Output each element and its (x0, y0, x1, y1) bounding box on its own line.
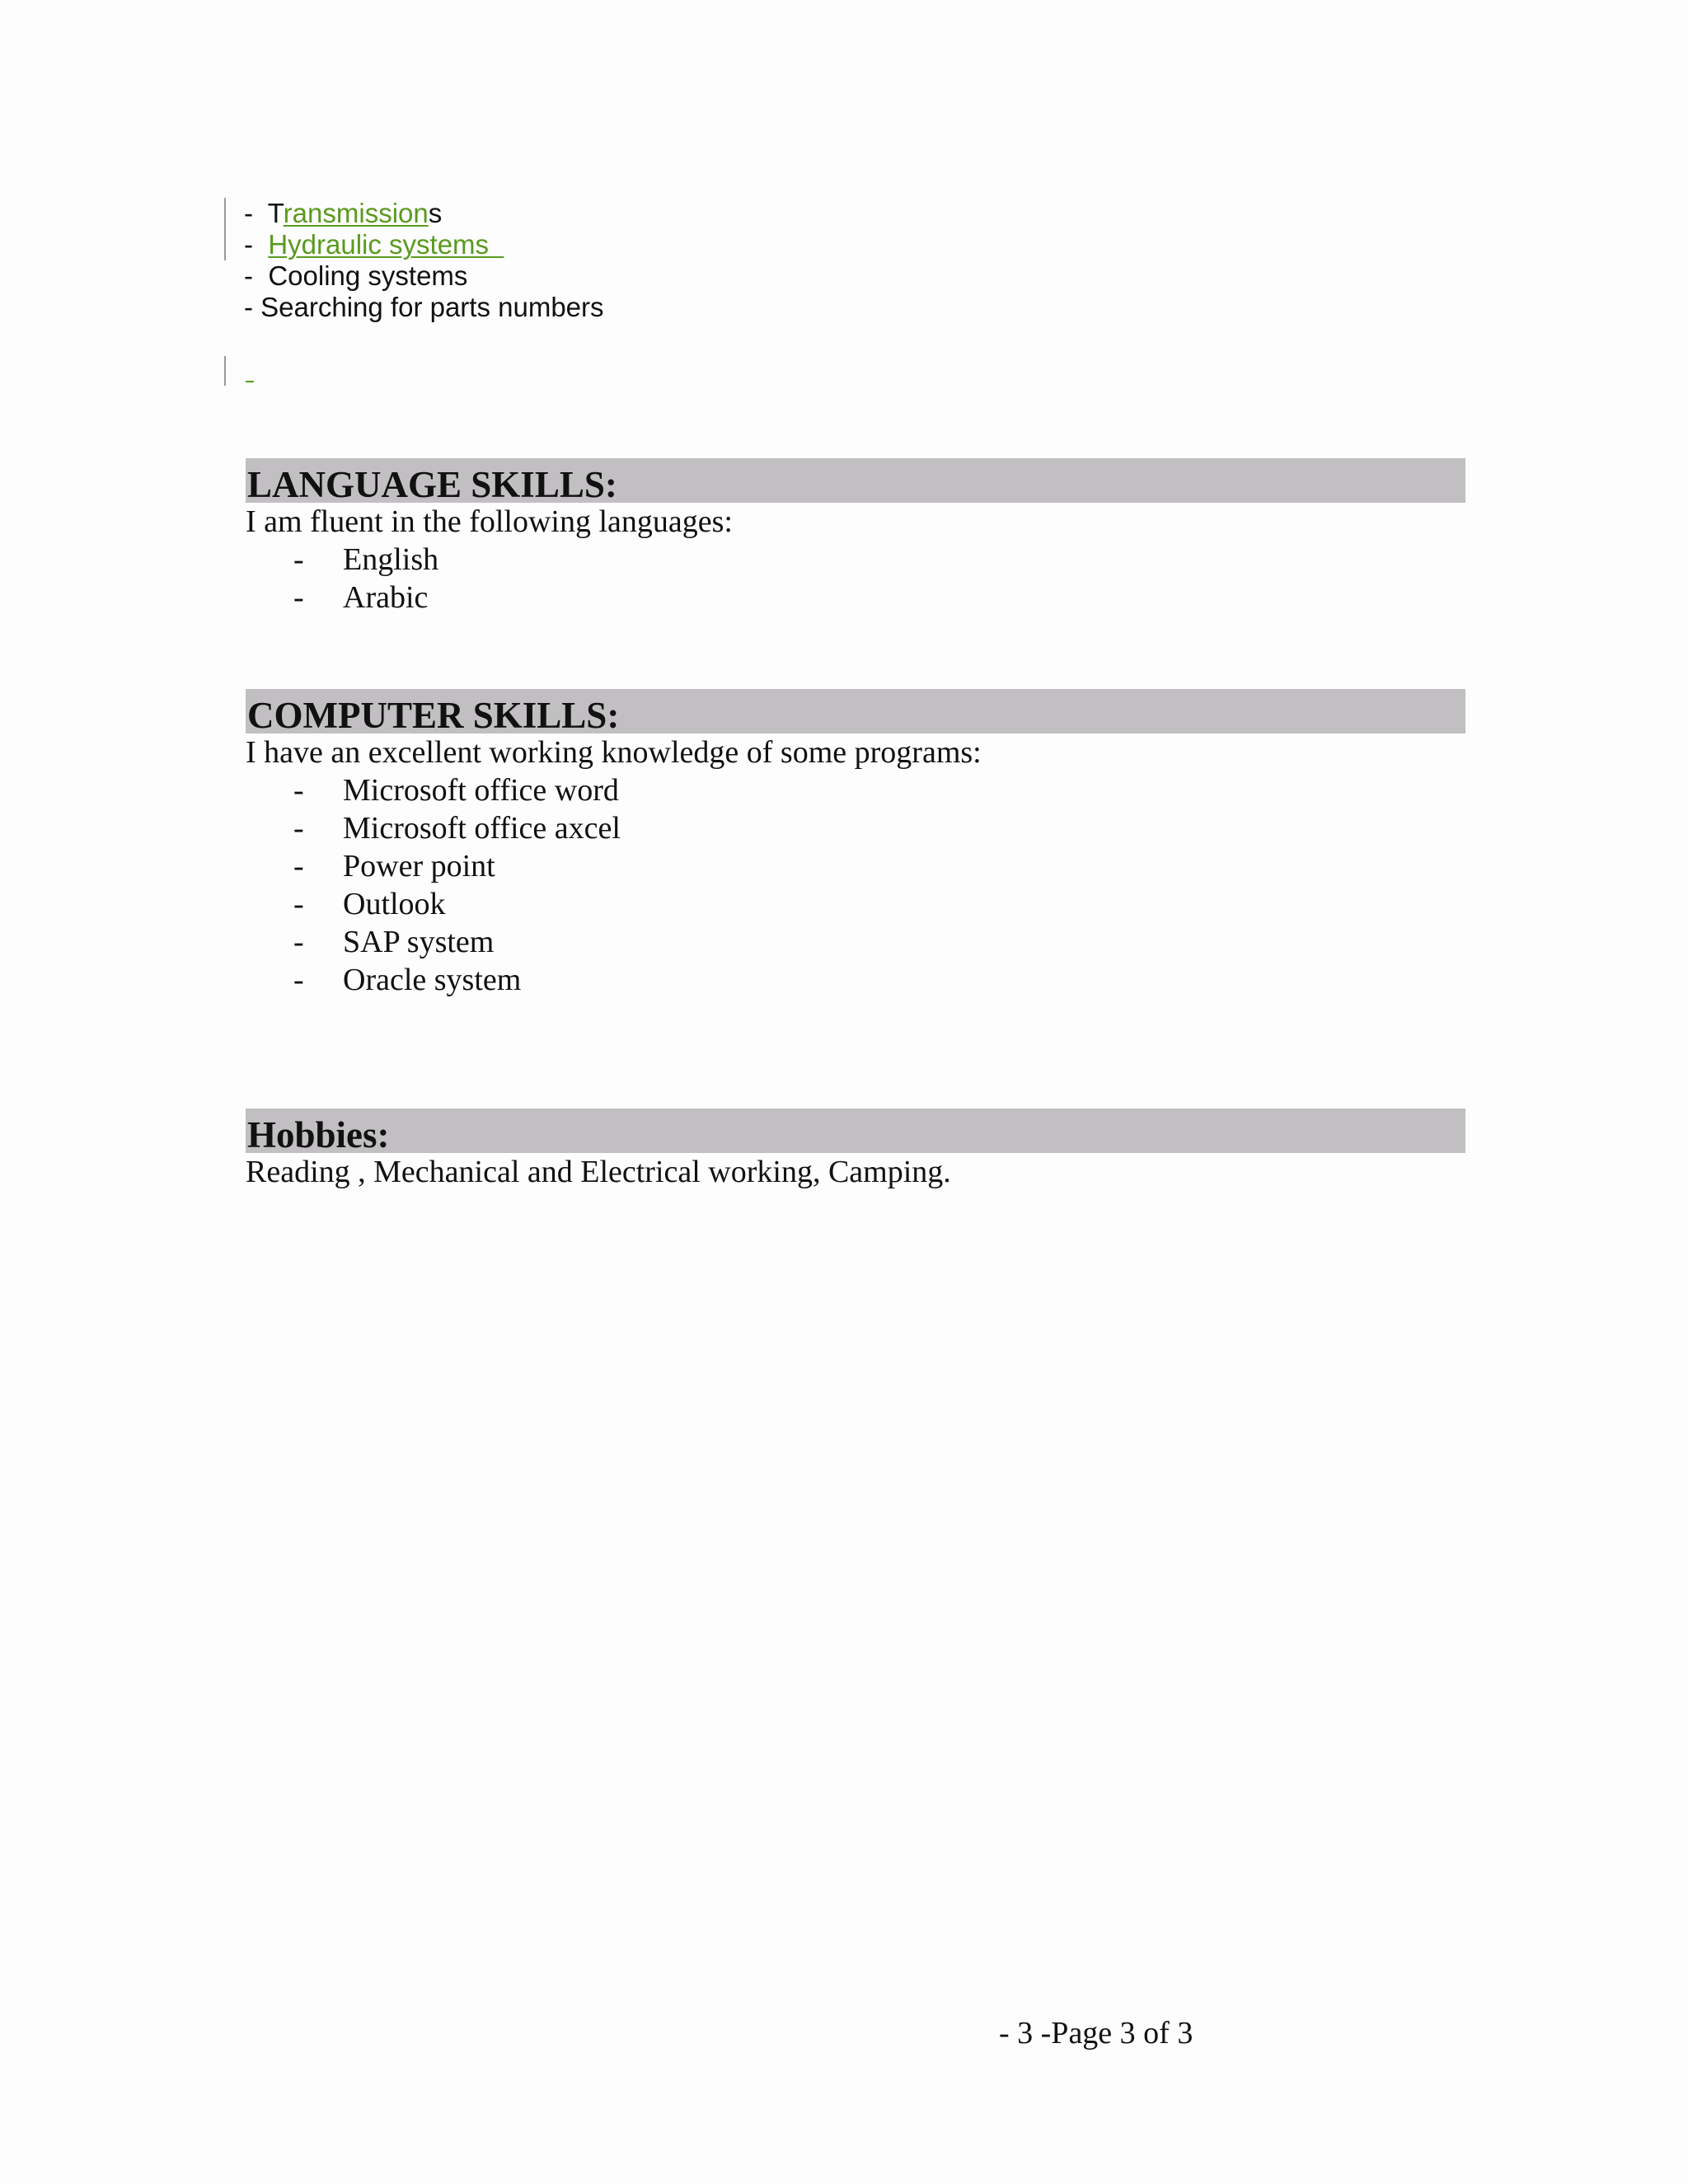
section-heading: Hobbies: (246, 1108, 1465, 1153)
list-item: - Cooling systems (244, 260, 468, 291)
page-footer: - 3 -Page 3 of 3 (999, 2016, 1193, 2050)
section-intro: I am fluent in the following languages: (246, 504, 733, 539)
section-intro: I have an excellent working knowledge of some programs: (246, 735, 982, 770)
program-list (246, 771, 1465, 999)
list-item: - Oracle system (293, 963, 522, 997)
list-item: - Searching for parts numbers (244, 292, 604, 322)
list-item: - Microsoft office axcel (293, 811, 621, 846)
inserted-text: Hydraulic systems (268, 229, 504, 260)
section-heading: LANGUAGE SKILLS: (246, 458, 1465, 503)
inserted-text: ransmission (283, 198, 429, 228)
hobbies-section (246, 1108, 1465, 1191)
computer-skills-section (246, 689, 1465, 999)
change-bar (224, 356, 226, 386)
hobbies-text: Reading , Mechanical and Electrical working, Camping. (246, 1155, 951, 1189)
list-item: - English (293, 542, 439, 577)
list-item: - Arabic (293, 580, 429, 615)
list-item: - SAP system (293, 925, 495, 959)
section-heading: COMPUTER SKILLS: (246, 689, 1465, 733)
list-item: - Hydraulic systems (244, 229, 504, 260)
parts-list (244, 198, 604, 323)
language-skills-section (246, 458, 1465, 616)
change-bar (224, 198, 226, 260)
list-item: - Power point (293, 849, 495, 883)
list-item: - Microsoft office word (293, 773, 619, 808)
list-item: - Outlook (293, 887, 446, 921)
inserted-mark (246, 381, 254, 382)
language-list (246, 541, 1465, 616)
list-item: - Transmissions (244, 198, 443, 228)
